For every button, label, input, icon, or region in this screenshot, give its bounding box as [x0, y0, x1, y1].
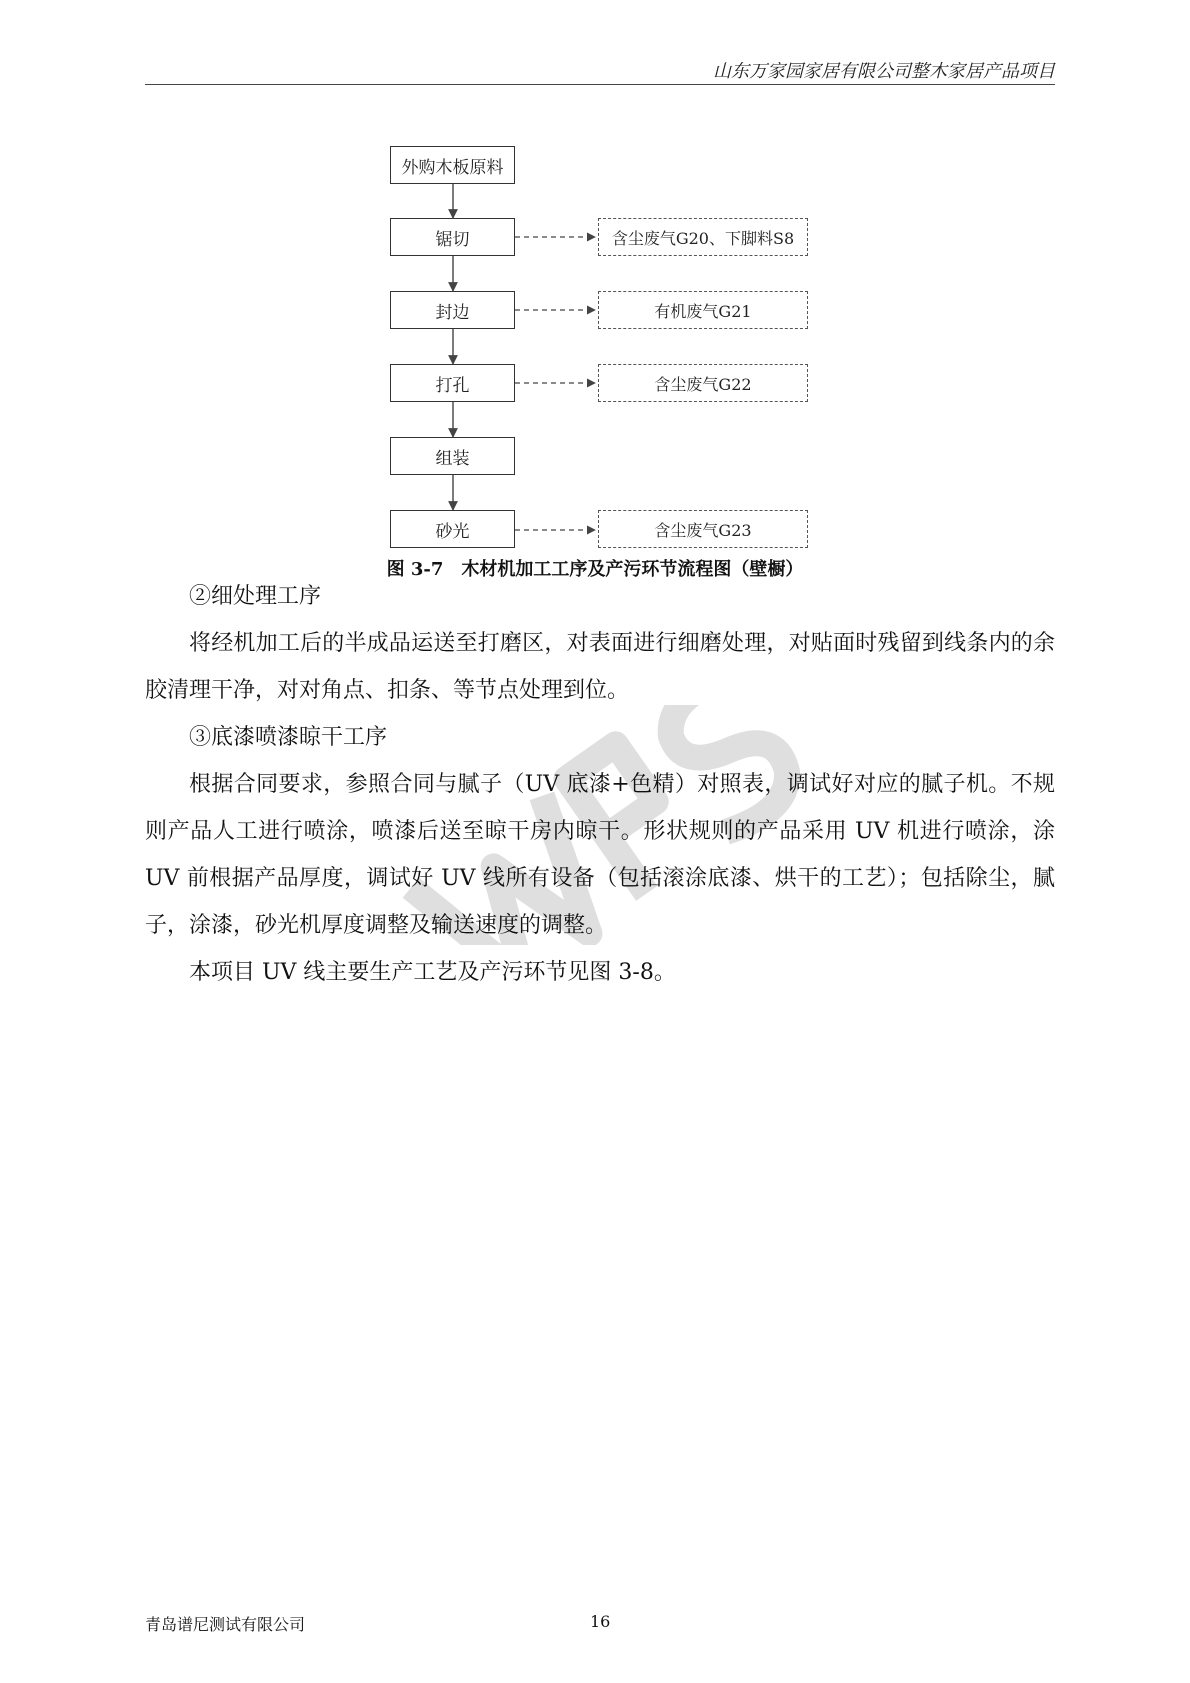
header-title: 山东万家园家居有限公司整木家居产品项目	[713, 61, 1055, 82]
output-edge-banding: 有机废气G21	[598, 291, 808, 329]
step-purchase-wood: 外购木板原料	[390, 146, 515, 184]
step-edge-banding: 封边	[390, 291, 515, 329]
footer-company: 青岛谱尼测试有限公司	[145, 1615, 306, 1634]
flowchart-connectors	[0, 0, 1190, 570]
step-drilling: 打孔	[390, 364, 515, 402]
step-assembly: 组装	[390, 437, 515, 475]
step-sanding: 砂光	[390, 510, 515, 548]
output-sawing: 含尘废气G20、下脚料S8	[598, 218, 808, 256]
page-number: 16	[590, 1612, 611, 1631]
paragraph-primer-spray: 根据合同要求，参照合同与腻子（UV 底漆+色精）对照表，调试好对应的腻子机。不规则产品人工进行喷涂，喷漆后送至晾干房内晾干。形状规则的产品采用 UV 机进行喷涂，涂 UV 前根据产品厚度，调试好 UV 线所有设备（包括滚涂底漆、烘干的工艺）；包括除尘，腻子，涂漆，砂光机厚度调整及输送速度的调整。	[145, 772, 1055, 938]
figure-caption: 图 3-7 木材机加工工序及产污环节流程图（壁橱）	[386, 559, 804, 580]
output-drilling: 含尘废气G22	[598, 364, 808, 402]
section-heading-primer-spray: ③底漆喷漆晾干工序	[189, 725, 388, 750]
output-sanding: 含尘废气G23	[598, 510, 808, 548]
paragraph-fine-processing: 将经机加工后的半成品运送至打磨区，对表面进行细磨处理，对贴面时残留到线条内的余胶清理干净，对对角点、扣条、等节点处理到位。	[145, 631, 1055, 703]
section-heading-fine-processing: ②细处理工序	[189, 584, 322, 609]
paragraph-uv-line-reference: 本项目 UV 线主要生产工艺及产污环节见图 3-8。	[189, 960, 676, 985]
step-sawing: 锯切	[390, 218, 515, 256]
